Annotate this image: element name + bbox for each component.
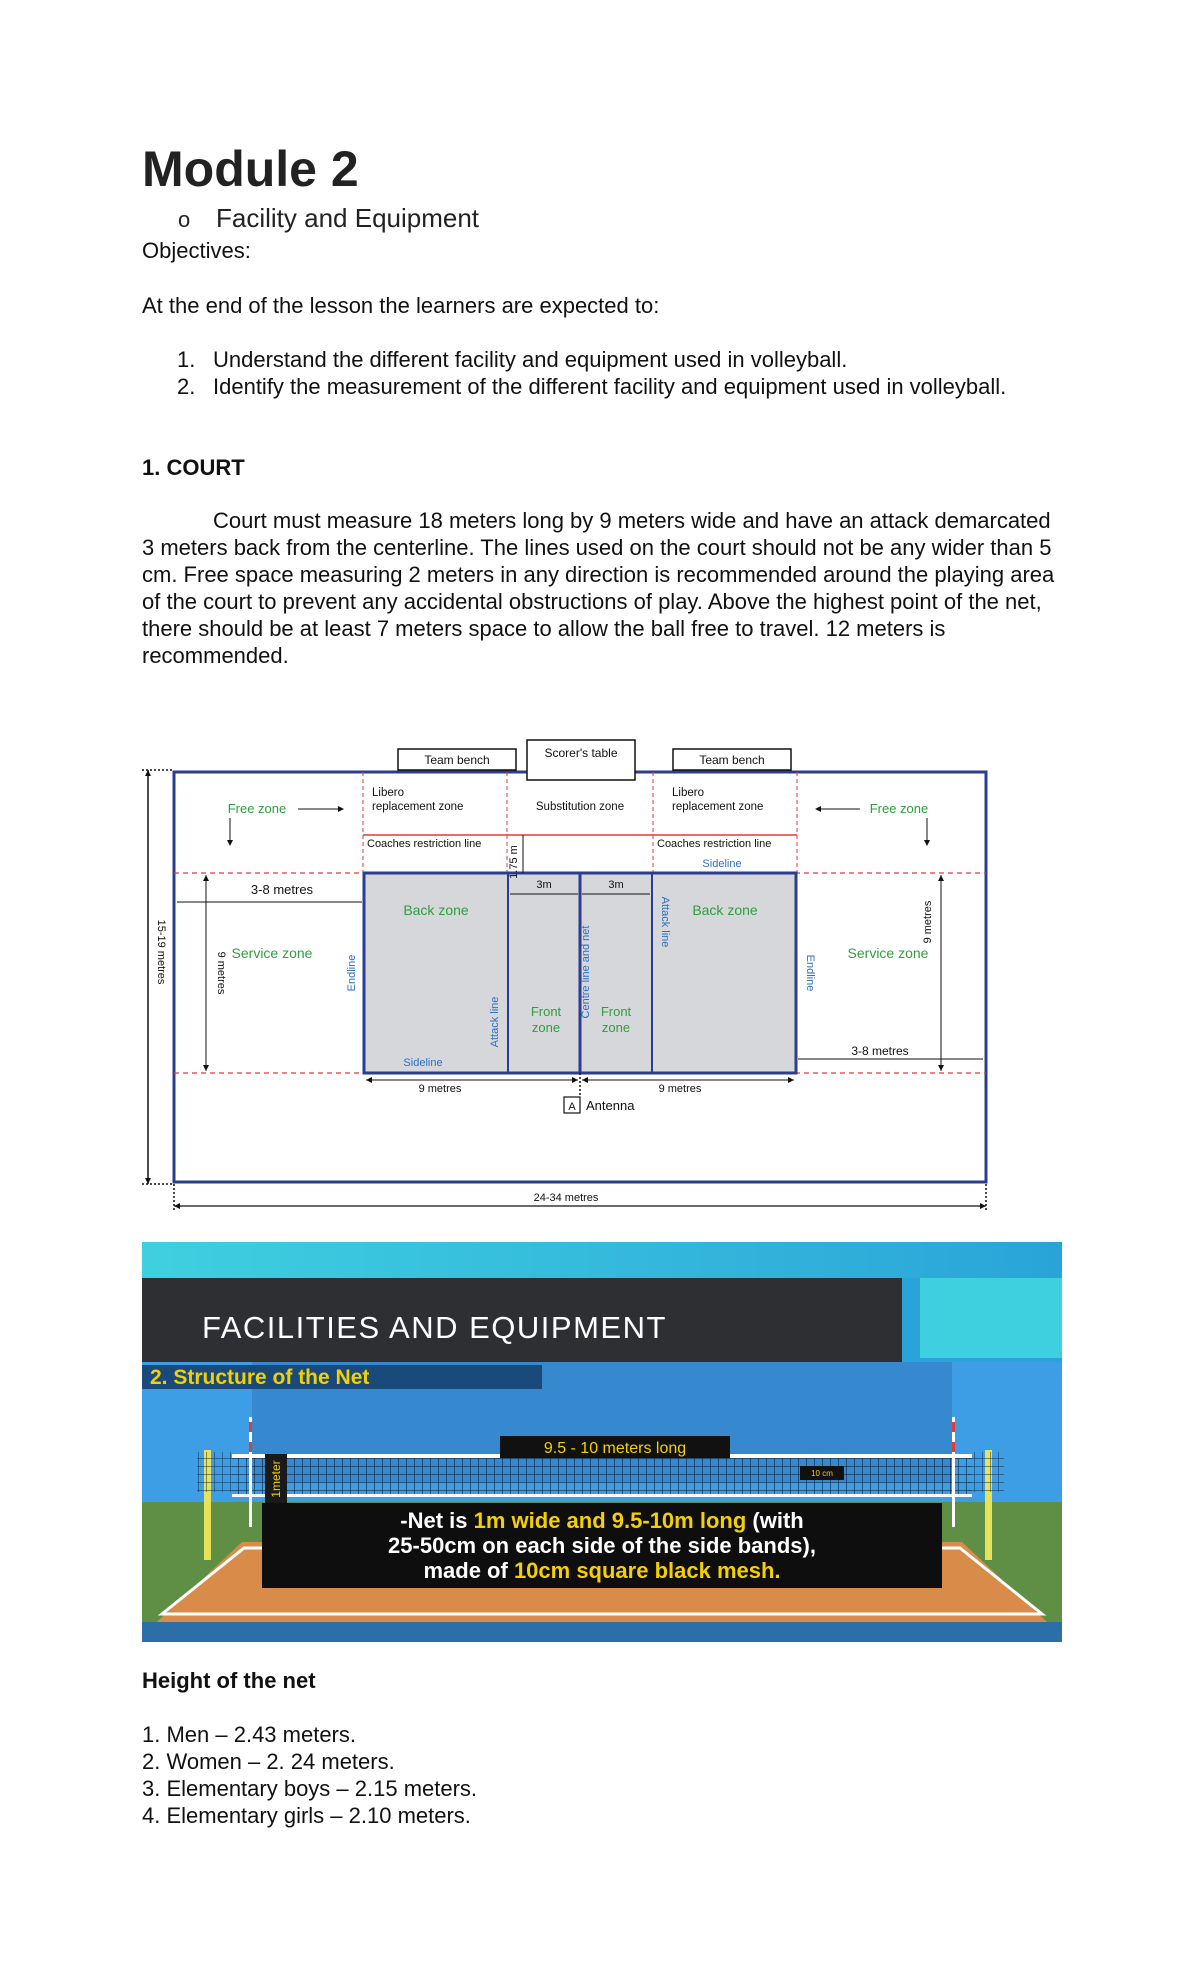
net-height-heading: Height of the net bbox=[142, 1668, 316, 1693]
dimension-label: 9 metres bbox=[658, 1083, 702, 1095]
sideline-label: Sideline bbox=[702, 858, 742, 870]
antenna-label: Antenna bbox=[586, 1098, 635, 1113]
mesh-label: 10 cm bbox=[811, 1469, 833, 1478]
coaches-line-label: Coaches restriction line bbox=[367, 838, 482, 850]
service-zone-label: Service zone bbox=[231, 945, 313, 961]
caption-line-2 bbox=[388, 1533, 816, 1558]
objective-text: Understand the different facility and equipment used in volleyball. bbox=[213, 347, 848, 372]
dimension-label: 3-8 metres bbox=[851, 1044, 909, 1058]
libero-label: replacement zone bbox=[372, 801, 464, 813]
team-bench-label: Team bench bbox=[699, 753, 765, 767]
dimension-label: 24-34 metres bbox=[533, 1192, 599, 1204]
subtitle-bullet: o bbox=[178, 207, 191, 232]
front-zone-label: Front bbox=[530, 1004, 562, 1019]
court-diagram bbox=[140, 722, 1000, 1214]
dimension-label: 1.75 m bbox=[508, 845, 520, 879]
dimension-label: 15-19 metres bbox=[155, 919, 167, 985]
attack-line-label: Attack line bbox=[489, 996, 501, 1048]
libero-label: replacement zone bbox=[672, 801, 764, 813]
court-paragraph-text: Court must measure 18 meters long by 9 meters wide and have an attack demarcated 3 meters back from the centerline. The lines used on the court should not be any wider than 5 cm. Free space measuring 2 meters in any direction is recommended around the playing area of the court to prevent any accidental obstructions of play. Above the highest point of the net, there should be at least 7 meters space to allow the ball free to travel. 12 meters is recommended. bbox=[142, 508, 1055, 668]
centre-line-label: Centre line and net bbox=[580, 925, 592, 1019]
free-zone-label: Free zone bbox=[869, 801, 929, 816]
objective-text: Identify the measurement of the different facility and equipment used in volleyball. bbox=[213, 374, 1007, 399]
caption-line-3 bbox=[423, 1558, 780, 1583]
endline-label: Endline bbox=[346, 954, 358, 992]
team-bench-label: Team bench bbox=[424, 753, 490, 767]
banner-subheading: 2. Structure of the Net bbox=[150, 1366, 370, 1389]
net-structure-banner bbox=[142, 1242, 1062, 1642]
caption-text: 25-50cm on each side of the side bands), bbox=[388, 1533, 816, 1558]
antenna-icon: A bbox=[568, 1101, 576, 1113]
front-zone-label: zone bbox=[601, 1020, 631, 1035]
net-height-item: 4. Elementary girls – 2.10 meters. bbox=[142, 1803, 471, 1828]
back-zone-label: Back zone bbox=[692, 902, 758, 918]
endline-label: Endline bbox=[804, 954, 816, 992]
dimension-label: 9 metres bbox=[922, 900, 934, 944]
caption-text: -Net is bbox=[400, 1508, 474, 1533]
attack-line-label: Attack line bbox=[659, 896, 671, 948]
height-label: 1meter bbox=[269, 1460, 283, 1498]
dimension-label: 3-8 metres bbox=[250, 882, 314, 897]
banner-heading: FACILITIES AND EQUIPMENT bbox=[202, 1310, 667, 1345]
net-height-item: 3. Elementary boys – 2.15 meters. bbox=[142, 1776, 478, 1801]
free-zone-label: Free zone bbox=[227, 801, 287, 816]
net-height-item: 2. Women – 2. 24 meters. bbox=[142, 1749, 395, 1774]
objective-num: 2. bbox=[177, 374, 196, 399]
objectives-intro: At the end of the lesson the learners are expected to: bbox=[142, 293, 660, 318]
front-zone-label: Front bbox=[600, 1004, 632, 1019]
length-label: 9.5 - 10 meters long bbox=[543, 1440, 687, 1457]
caption-highlight: 1m wide and 9.5-10m long bbox=[473, 1508, 747, 1533]
caption-text: (with bbox=[746, 1508, 804, 1533]
front-zone-label: zone bbox=[531, 1020, 561, 1035]
scorers-table-label: Scorer's table bbox=[544, 746, 618, 760]
court-paragraph bbox=[142, 507, 1062, 669]
libero-label: Libero bbox=[372, 787, 404, 799]
dimension-label: 9 metres bbox=[215, 951, 227, 995]
libero-label: Libero bbox=[672, 787, 704, 799]
coaches-line-label: Coaches restriction line bbox=[657, 838, 772, 850]
objective-num: 1. bbox=[177, 347, 196, 372]
page-title: Module 2 bbox=[142, 141, 359, 197]
objective-item-1 bbox=[142, 346, 1062, 374]
dimension-label: 9 metres bbox=[418, 1083, 462, 1095]
dimension-label: 3m bbox=[608, 879, 624, 891]
subtitle-text: Facility and Equipment bbox=[216, 203, 480, 233]
module-subtitle bbox=[178, 203, 479, 234]
caption-highlight: 10cm square black mesh. bbox=[513, 1558, 781, 1583]
net-height-item: 1. Men – 2.43 meters. bbox=[142, 1722, 356, 1747]
substitution-zone-label: Substitution zone bbox=[535, 801, 625, 813]
caption-text: made of bbox=[423, 1558, 514, 1583]
objective-item-2 bbox=[142, 373, 1062, 429]
court-heading: 1. COURT bbox=[142, 455, 245, 480]
objectives-label: Objectives: bbox=[142, 238, 251, 263]
caption-line-1 bbox=[400, 1508, 803, 1533]
back-zone-label: Back zone bbox=[403, 902, 469, 918]
service-zone-label: Service zone bbox=[847, 945, 929, 961]
sideline-label: Sideline bbox=[403, 1057, 443, 1069]
dimension-label: 3m bbox=[536, 879, 552, 891]
